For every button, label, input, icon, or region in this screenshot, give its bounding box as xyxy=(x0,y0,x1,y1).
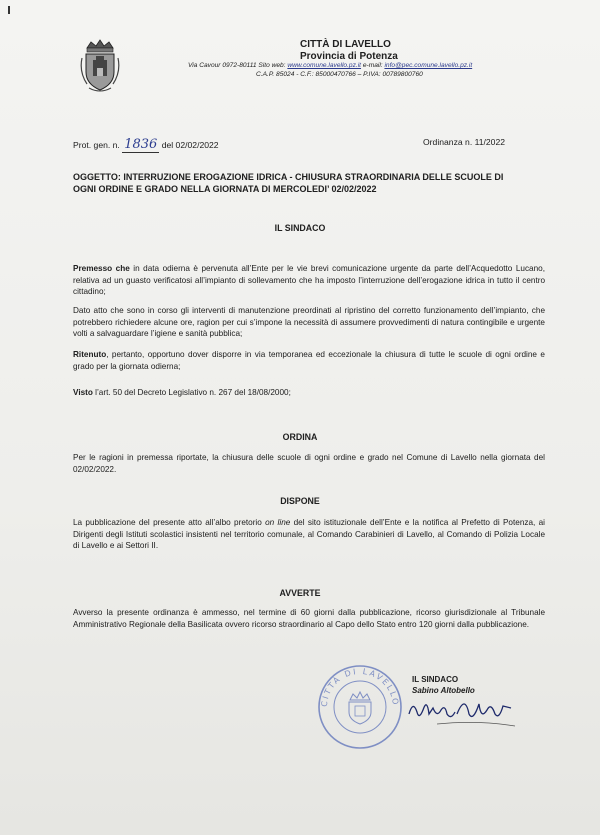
website-link[interactable]: www.comune.lavello.pz.it xyxy=(287,62,362,69)
paragraph-dispone xyxy=(73,517,545,552)
contacts-prefix: Via Cavour 0972-80111 Sito web: xyxy=(188,62,288,69)
protocol-prefix: Prot. gen. n. xyxy=(73,140,120,150)
protocol-line xyxy=(73,137,219,152)
protocol-date: del 02/02/2022 xyxy=(161,140,219,150)
signature-name: Sabino Altobello xyxy=(412,686,475,695)
email-prefix: e-mail: xyxy=(361,62,385,69)
subject-label: OGGETTO: xyxy=(73,172,121,182)
visto-lead: Visto xyxy=(73,388,93,397)
paragraph-ordina: Per le ragioni in premessa riportate, la chiusura delle scuole di ogni ordine e grado nel Comune di Lavello nella giornata del 02/02/2022. xyxy=(73,453,545,474)
stamp-text: CITTÀ DI LAVELLO xyxy=(319,666,401,708)
premesso-text: in data odierna è pervenuta all’Ente per le vie brevi comunicazione urgente da parte dell’Acquedotto Lucano, relativa ad un guasto verificatosi all’impianto di sollevamento che ha imposto l’interruzione dell’erogazione idrica in tutto il centro cittadino; xyxy=(73,264,545,297)
contacts-line xyxy=(188,62,472,69)
paragraph-visto xyxy=(73,387,545,399)
province-name: Provincia di Potenza xyxy=(300,51,398,62)
heading-avverte: AVVERTE xyxy=(279,588,321,598)
heading-ordina: ORDINA xyxy=(282,432,318,442)
fiscal-line: C.A.P. 85024 - C.F.: 85000470766 – P.IVA: 00789800760 xyxy=(256,71,423,78)
paragraph-avverte: Avverso la presente ordinanza è ammesso, nel termine di 60 giorni dalla pubblicazione, ricorso giurisdizionale al Tribunale Amministrativo Regionale della Basilicata ovvero ricorso straordinario al Capo dello Stato entro 120 giorni dalla pubblicazione. xyxy=(73,608,545,629)
heading-sindaco: IL SINDACO xyxy=(274,223,326,233)
subject-line1: INTERRUZIONE EROGAZIONE IDRICA - CHIUSURA STRAORDINARIA DELLE SCUOLE DI xyxy=(123,172,504,182)
ordinance-number: Ordinanza n. 11/2022 xyxy=(423,137,506,147)
paragraph-dato-atto: Dato atto che sono in corso gli interventi di manutenzione preordinati al ripristino del corretto funzionamento dell’impianto, che potrebbero richiedere alcune ore, ragion per cui s’impone la necessità di assumere provvedimenti di natura contingibile e urgente volti a salvaguardare l’igiene e sanità pubblica; xyxy=(73,306,545,339)
signature-title: IL SINDACO xyxy=(412,675,459,684)
subject xyxy=(73,172,543,195)
coat-of-arms-icon xyxy=(79,38,121,94)
dispone-text-a: La pubblicazione del presente atto all’albo pretorio xyxy=(73,518,266,527)
heading-dispone: DISPONE xyxy=(280,496,320,506)
official-stamp xyxy=(317,664,403,750)
handwritten-signature xyxy=(407,690,517,730)
ritenuto-text: , pertanto, opportuno dover disporre in via temporanea ed eccezionale la chiusura di tutte le scuole di ogni ordine e grado per la giornata odierna; xyxy=(73,350,545,371)
subject-line2: OGNI ORDINE E GRADO NELLA GIORNATA DI MERCOLEDI’ 02/02/2022 xyxy=(73,183,377,194)
city-name: CITTÀ DI LAVELLO xyxy=(300,39,391,50)
scan-mark xyxy=(8,6,10,14)
paragraph-ritenuto xyxy=(73,349,545,372)
ritenuto-lead: Ritenuto xyxy=(73,350,107,359)
dispone-online: on line xyxy=(265,518,291,527)
visto-text: l’art. 50 del Decreto Legislativo n. 267 del 18/08/2000; xyxy=(92,388,291,397)
protocol-number: 1836 xyxy=(124,137,158,152)
svg-text:CITTÀ DI LAVELLO xyxy=(320,667,400,707)
premesso-lead: Premesso che xyxy=(73,264,130,273)
dispone-text-b: del sito istituzionale dell’Ente e la notifica al Prefetto di Potenza, ai Dirigenti degli Istituti scolastici insistenti nel territorio comunale, al Comando Carabinieri di Lavello, al Comando di Polizia Locale di Lavello e ai Settori II. xyxy=(73,518,545,551)
paragraph-premesso xyxy=(73,263,545,298)
email-link[interactable]: info@pec.comune.lavello.pz.it xyxy=(384,62,473,69)
